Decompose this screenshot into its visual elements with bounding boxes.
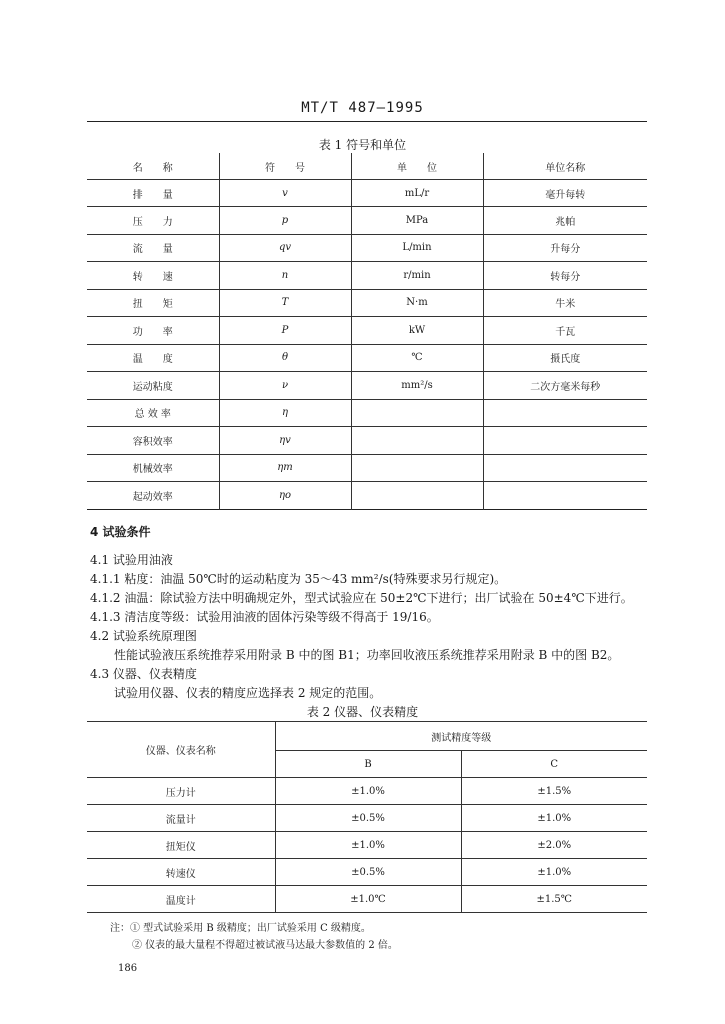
table-cell: ±1.0%	[461, 859, 647, 886]
accuracy-group-header: 测试精度等级	[275, 722, 647, 751]
table-row	[87, 454, 647, 482]
table-row	[87, 778, 647, 805]
level-b-header: B	[275, 751, 461, 778]
table-row	[87, 207, 647, 235]
header-cell: 符 号	[219, 153, 351, 180]
table-row	[87, 832, 647, 859]
table-header-row	[87, 722, 647, 751]
section-4-2: 4.2 试验系统原理图	[90, 629, 197, 643]
table-cell: 千瓦	[483, 317, 647, 345]
section-4-1-2: 4.1.2 油温：除试验方法中明确规定外，型式试验应在 50±2℃下进行；出厂试验在 50±4℃下进行。	[90, 591, 633, 605]
table-row	[87, 234, 647, 262]
table-cell: p	[219, 207, 351, 235]
table-cell: 运动粘度	[132, 381, 173, 393]
table-cell: 机械效率	[132, 464, 173, 476]
table-row	[87, 317, 647, 345]
table-cell: 流量计	[87, 805, 275, 832]
level-c-header: C	[461, 751, 647, 778]
table-cell: 功 率	[132, 326, 173, 338]
table-cell: ηv	[219, 427, 351, 455]
table-cell	[483, 399, 647, 427]
table-cell: 毫升每转	[483, 180, 647, 207]
table-cell: n	[219, 262, 351, 290]
table-row	[87, 372, 647, 400]
table-cell: ±0.5%	[275, 859, 461, 886]
table2-caption: 表 2 仪器、仪表精度	[306, 705, 419, 719]
note-1: 注：① 型式试验采用 B 级精度；出厂试验采用 C 级精度。	[110, 923, 371, 934]
table-cell: kW	[351, 317, 483, 345]
table-cell: N·m	[351, 289, 483, 317]
table-row	[87, 344, 647, 372]
table-cell: ±0.5%	[275, 805, 461, 832]
table-cell: 转 速	[132, 271, 173, 283]
table-row	[87, 427, 647, 455]
table-cell: ν	[219, 372, 351, 400]
instrument-accuracy-table	[87, 721, 647, 913]
table-cell: L/min	[351, 234, 483, 262]
table-cell: ±1.5%	[461, 778, 647, 805]
table-cell: 温度计	[87, 886, 275, 913]
header-rule	[87, 121, 647, 122]
table-row	[87, 886, 647, 913]
table-cell: ℃	[351, 344, 483, 372]
table-cell: T	[219, 289, 351, 317]
table-cell: 总 效 率	[134, 409, 171, 421]
table-cell	[351, 482, 483, 510]
symbols-units-table	[87, 153, 647, 510]
table-cell: MPa	[351, 207, 483, 235]
section-4-1-1: 4.1.1 粘度：油温 50℃时的运动粘度为 35～43 mm²/s(特殊要求另行规定)。	[90, 572, 507, 586]
table-cell: ±1.0%	[461, 805, 647, 832]
section-4-title: 4 试验条件	[90, 525, 151, 539]
table-cell: ±1.0℃	[275, 886, 461, 913]
table-cell: 扭矩仪	[87, 832, 275, 859]
table-cell: 转每分	[483, 262, 647, 290]
header-cell: 单 位	[351, 153, 483, 180]
note-2: ② 仪表的最大量程不得超过被试液马达最大参数值的 2 倍。	[132, 940, 398, 951]
table-cell: 压 力	[132, 216, 173, 228]
table-cell: 压力计	[87, 778, 275, 805]
table-cell	[483, 454, 647, 482]
table-cell: r/min	[351, 262, 483, 290]
table-cell: qv	[219, 234, 351, 262]
table-cell: η	[219, 399, 351, 427]
table-row	[87, 289, 647, 317]
table-cell: θ	[219, 344, 351, 372]
table-header-row	[87, 153, 647, 180]
table-cell: 升每分	[483, 234, 647, 262]
table-cell: P	[219, 317, 351, 345]
table-row	[87, 180, 647, 207]
table-cell: v	[219, 180, 351, 207]
standard-code: MT/T 487—1995	[301, 100, 424, 116]
table-cell: 牛米	[483, 289, 647, 317]
table-cell: 排 量	[132, 189, 173, 201]
section-4-3: 4.3 仪器、仪表精度	[90, 667, 197, 681]
table-cell: 转速仪	[87, 859, 275, 886]
table-cell	[351, 399, 483, 427]
header-cell: 单位名称	[483, 153, 647, 180]
section-4-2-text: 性能试验液压系统推荐采用附录 B 中的图 B1；功率回收液压系统推荐采用附录 B 中的图 B2。	[114, 648, 620, 662]
table-cell: 兆帕	[483, 207, 647, 235]
section-4-3-text: 试验用仪器、仪表的精度应选择表 2 规定的范围。	[114, 686, 382, 700]
table-cell: 容积效率	[132, 436, 173, 448]
table-cell: 温 度	[132, 354, 173, 366]
table-cell: ±1.0%	[275, 832, 461, 859]
table-cell	[483, 482, 647, 510]
table-row	[87, 262, 647, 290]
table-cell: ηm	[219, 454, 351, 482]
instrument-name-header: 仪器、仪表名称	[87, 722, 275, 778]
table-cell: ±1.5℃	[461, 886, 647, 913]
table-row	[87, 805, 647, 832]
header-cell: 名 称	[132, 162, 173, 174]
table-cell: 二次方毫米每秒	[483, 372, 647, 400]
table-cell: ηo	[219, 482, 351, 510]
table-row	[87, 399, 647, 427]
table-cell: 起动效率	[132, 491, 173, 503]
table-cell: mL/r	[351, 180, 483, 207]
section-4-1-3: 4.1.3 清洁度等级：试验用油液的固体污染等级不得高于 19/16。	[90, 610, 439, 624]
table-cell: 摄氏度	[483, 344, 647, 372]
table1-caption: 表 1 符号和单位	[318, 138, 407, 152]
table-row	[87, 859, 647, 886]
section-4-1: 4.1 试验用油液	[90, 553, 173, 567]
table-cell: ±2.0%	[461, 832, 647, 859]
page-number: 186	[118, 963, 138, 974]
table-cell	[351, 454, 483, 482]
table-cell: ±1.0%	[275, 778, 461, 805]
table-cell: 流 量	[132, 244, 173, 256]
table-cell	[483, 427, 647, 455]
table-row	[87, 482, 647, 510]
table-cell: 扭 矩	[132, 299, 173, 311]
table-cell: mm²/s	[351, 372, 483, 400]
table-cell	[351, 427, 483, 455]
